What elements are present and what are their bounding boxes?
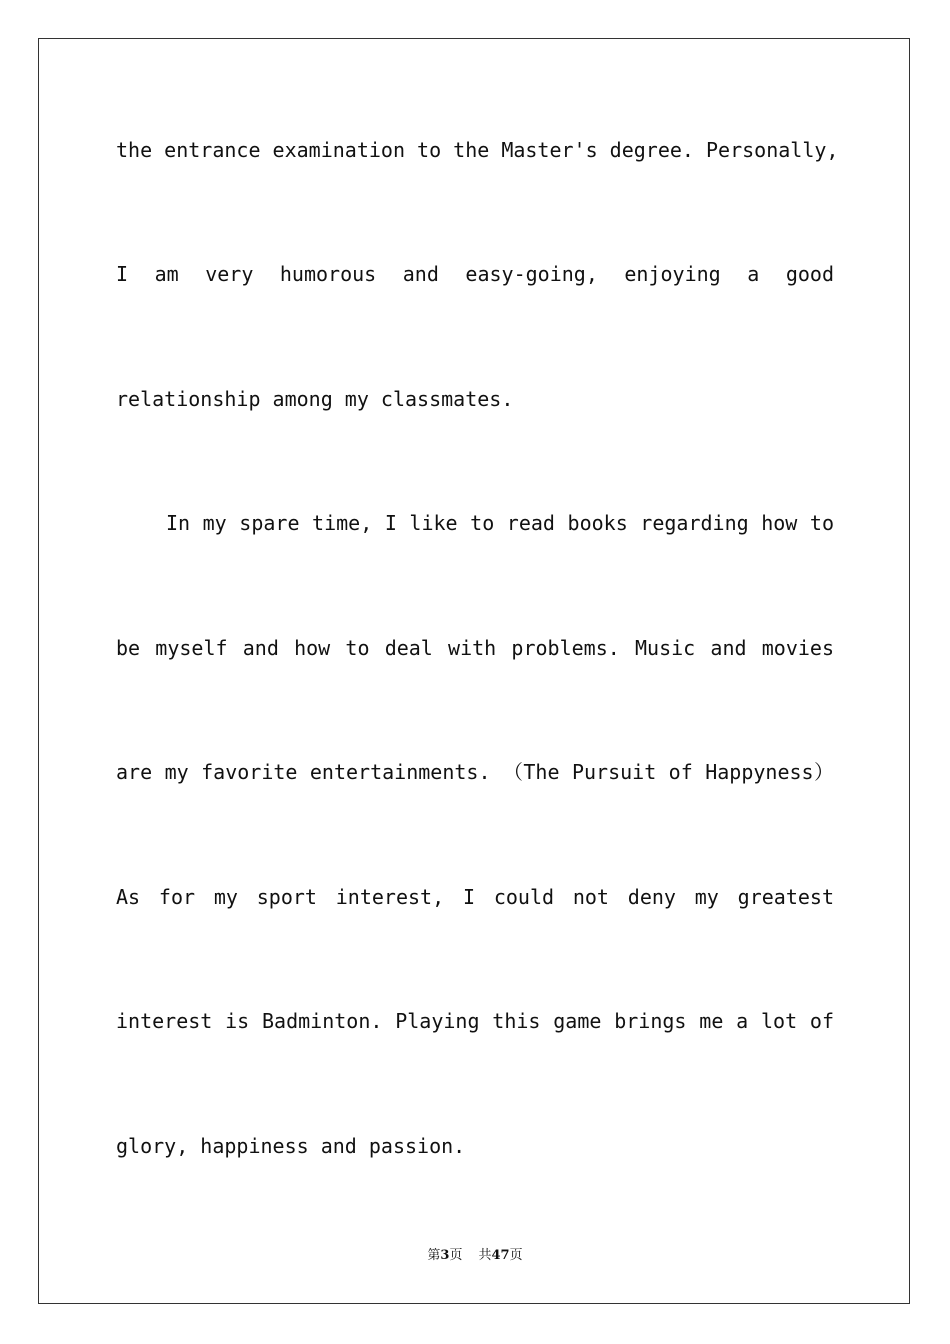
body-text-line-8: interest is Badminton. Playing this game brings me a lot of: [116, 1009, 834, 1033]
total-prefix: 共: [478, 1248, 492, 1263]
page-border: [38, 38, 910, 1304]
body-text-line-7: As for my sport interest, I could not deny my greatest: [116, 885, 834, 909]
page-number: 3: [440, 1248, 450, 1263]
body-text-line-9: glory, happiness and passion.: [116, 1134, 466, 1158]
body-text-line-2: I am very humorous and easy-going, enjoying a good: [116, 262, 834, 286]
page-suffix: 页: [449, 1248, 463, 1263]
body-text-line-3: relationship among my classmates.: [116, 387, 514, 411]
body-text-line-6: are my favorite entertainments. （The Pursuit of Happyness）: [116, 760, 834, 784]
body-text-line-1: the entrance examination to the Master's degree. Personally,: [116, 138, 839, 162]
body-text-line-4: In my spare time, I like to read books regarding how to: [166, 511, 834, 535]
page-prefix: 第: [427, 1248, 441, 1263]
page-footer: [0, 1247, 950, 1265]
body-text-line-5: be myself and how to deal with problems. Music and movies: [116, 636, 834, 660]
total-suffix: 页: [509, 1248, 523, 1263]
total-pages: 47: [491, 1248, 510, 1263]
